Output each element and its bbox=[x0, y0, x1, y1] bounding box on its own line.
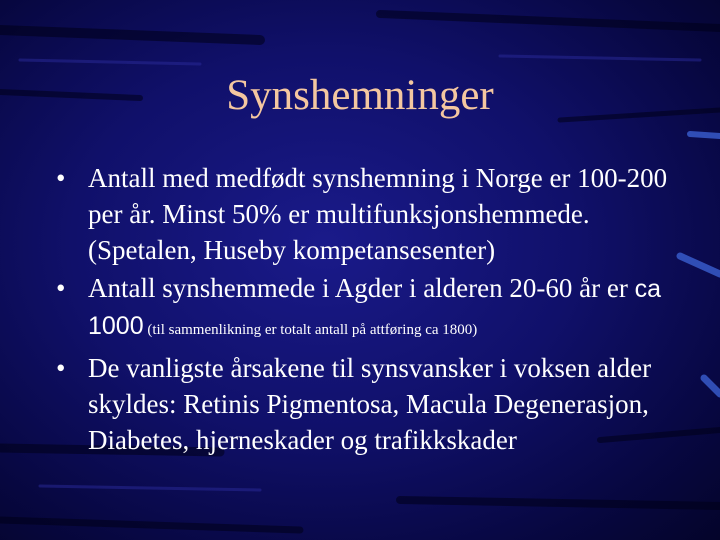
bullet-dot-icon: • bbox=[56, 163, 66, 193]
bullet-dot-icon: • bbox=[56, 353, 66, 383]
bullet-text: Antall med medfødt synshemning i Norge er 100-200 per år. Minst 50% er multifunksjonshemmede. (Spetalen, Huseby kompetansesenter) bbox=[88, 163, 668, 265]
bullet-list bbox=[56, 160, 676, 460]
bullet-text: Antall synshemmede i Agder i alderen 20-60 år er bbox=[88, 273, 628, 303]
bullet-note: (til sammenlikning er totalt antall på attføring ca 1800) bbox=[143, 322, 478, 338]
bullet-item bbox=[56, 270, 676, 348]
slide-title: Synshemninger bbox=[226, 72, 494, 119]
bullet-dot-icon: • bbox=[56, 273, 66, 303]
bullet-item bbox=[56, 160, 676, 268]
bullet-text: De vanligste årsakene til synsvansker i voksen alder skyldes: Retinis Pigmentosa, Macula Degenerasjon, Diabetes, hjerneskader og trafikkskader bbox=[88, 353, 652, 455]
bullet-value: ca 1000 bbox=[88, 275, 661, 340]
bullet-item bbox=[56, 350, 676, 458]
